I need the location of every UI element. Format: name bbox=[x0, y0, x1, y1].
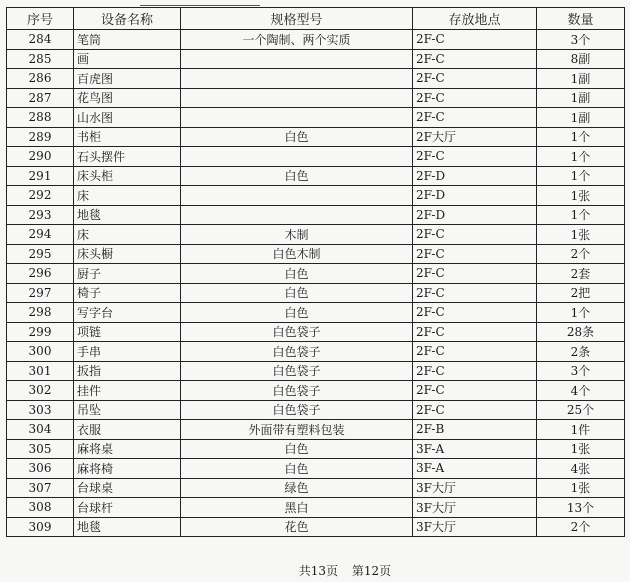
row-storage-location: 2F-C bbox=[413, 264, 537, 284]
row-spec-model bbox=[181, 186, 413, 206]
row-storage-location: 2F-C bbox=[413, 283, 537, 303]
table-row bbox=[7, 127, 625, 147]
row-storage-location: 2F-C bbox=[413, 342, 537, 362]
row-serial-no: 291 bbox=[7, 166, 74, 186]
row-spec-model: 白色 bbox=[181, 127, 413, 147]
row-equipment-name: 衣服 bbox=[74, 420, 181, 440]
row-storage-location: 2F-C bbox=[413, 381, 537, 401]
row-equipment-name: 扳指 bbox=[74, 361, 181, 381]
row-spec-model: 白色 bbox=[181, 439, 413, 459]
header-serial-no: 序号 bbox=[7, 8, 74, 30]
table-row bbox=[7, 517, 625, 537]
row-serial-no: 284 bbox=[7, 30, 74, 50]
row-quantity: 2套 bbox=[537, 264, 625, 284]
row-equipment-name: 吊坠 bbox=[74, 400, 181, 420]
row-quantity: 2个 bbox=[537, 244, 625, 264]
table-row bbox=[7, 108, 625, 128]
row-spec-model bbox=[181, 147, 413, 167]
row-quantity: 4张 bbox=[537, 459, 625, 479]
table-row bbox=[7, 478, 625, 498]
row-serial-no: 294 bbox=[7, 225, 74, 245]
row-storage-location: 2F-C bbox=[413, 400, 537, 420]
table-row bbox=[7, 400, 625, 420]
inventory-sheet bbox=[6, 7, 625, 537]
row-storage-location: 3F-A bbox=[413, 459, 537, 479]
row-quantity: 1张 bbox=[537, 225, 625, 245]
row-quantity: 28条 bbox=[537, 322, 625, 342]
row-storage-location: 2F-C bbox=[413, 225, 537, 245]
row-equipment-name: 地毯 bbox=[74, 205, 181, 225]
row-equipment-name: 麻将桌 bbox=[74, 439, 181, 459]
row-equipment-name: 笔筒 bbox=[74, 30, 181, 50]
row-quantity: 25个 bbox=[537, 400, 625, 420]
row-equipment-name: 石头摆件 bbox=[74, 147, 181, 167]
row-equipment-name: 手串 bbox=[74, 342, 181, 362]
row-equipment-name: 书柜 bbox=[74, 127, 181, 147]
row-storage-location: 3F-A bbox=[413, 439, 537, 459]
row-quantity: 2把 bbox=[537, 283, 625, 303]
row-storage-location: 2F-C bbox=[413, 49, 537, 69]
row-spec-model: 一个陶制、两个实质 bbox=[181, 30, 413, 50]
row-spec-model: 白色袋子 bbox=[181, 342, 413, 362]
table-row bbox=[7, 342, 625, 362]
row-quantity: 1副 bbox=[537, 69, 625, 89]
row-storage-location: 2F-D bbox=[413, 186, 537, 206]
row-equipment-name: 厨子 bbox=[74, 264, 181, 284]
row-serial-no: 288 bbox=[7, 108, 74, 128]
row-spec-model bbox=[181, 49, 413, 69]
row-spec-model: 白色袋子 bbox=[181, 322, 413, 342]
row-spec-model: 绿色 bbox=[181, 478, 413, 498]
row-quantity: 8副 bbox=[537, 49, 625, 69]
row-quantity: 1个 bbox=[537, 303, 625, 323]
table-row bbox=[7, 225, 625, 245]
table-row bbox=[7, 322, 625, 342]
table-row bbox=[7, 244, 625, 264]
row-storage-location: 2F-C bbox=[413, 69, 537, 89]
row-spec-model: 白色 bbox=[181, 264, 413, 284]
row-spec-model: 白色 bbox=[181, 166, 413, 186]
table-row bbox=[7, 147, 625, 167]
row-spec-model: 白色袋子 bbox=[181, 400, 413, 420]
table-row bbox=[7, 459, 625, 479]
table-row bbox=[7, 205, 625, 225]
row-spec-model: 白色 bbox=[181, 283, 413, 303]
row-serial-no: 286 bbox=[7, 69, 74, 89]
row-storage-location: 3F大厅 bbox=[413, 517, 537, 537]
row-serial-no: 287 bbox=[7, 88, 74, 108]
row-serial-no: 304 bbox=[7, 420, 74, 440]
table-row bbox=[7, 420, 625, 440]
header-storage-location: 存放地点 bbox=[413, 8, 537, 30]
row-serial-no: 303 bbox=[7, 400, 74, 420]
row-serial-no: 297 bbox=[7, 283, 74, 303]
table-row bbox=[7, 303, 625, 323]
row-spec-model: 白色 bbox=[181, 303, 413, 323]
row-spec-model: 白色木制 bbox=[181, 244, 413, 264]
row-quantity: 1张 bbox=[537, 439, 625, 459]
row-storage-location: 3F大厅 bbox=[413, 498, 537, 518]
table-row bbox=[7, 283, 625, 303]
table-row bbox=[7, 264, 625, 284]
row-storage-location: 2F大厅 bbox=[413, 127, 537, 147]
row-storage-location: 3F大厅 bbox=[413, 478, 537, 498]
row-equipment-name: 花鸟图 bbox=[74, 88, 181, 108]
row-equipment-name: 麻将椅 bbox=[74, 459, 181, 479]
row-serial-no: 298 bbox=[7, 303, 74, 323]
row-spec-model bbox=[181, 108, 413, 128]
row-serial-no: 306 bbox=[7, 459, 74, 479]
row-quantity: 1张 bbox=[537, 186, 625, 206]
row-spec-model: 白色 bbox=[181, 459, 413, 479]
row-quantity: 1个 bbox=[537, 205, 625, 225]
row-serial-no: 285 bbox=[7, 49, 74, 69]
table-row bbox=[7, 166, 625, 186]
row-quantity: 3个 bbox=[537, 361, 625, 381]
row-quantity: 1副 bbox=[537, 108, 625, 128]
row-serial-no: 295 bbox=[7, 244, 74, 264]
row-spec-model bbox=[181, 69, 413, 89]
row-spec-model: 黑白 bbox=[181, 498, 413, 518]
row-serial-no: 292 bbox=[7, 186, 74, 206]
row-serial-no: 300 bbox=[7, 342, 74, 362]
row-quantity: 1个 bbox=[537, 147, 625, 167]
row-serial-no: 302 bbox=[7, 381, 74, 401]
table-row bbox=[7, 361, 625, 381]
row-equipment-name: 床 bbox=[74, 186, 181, 206]
row-serial-no: 296 bbox=[7, 264, 74, 284]
row-quantity: 13个 bbox=[537, 498, 625, 518]
row-quantity: 1个 bbox=[537, 127, 625, 147]
top-edge-fragment bbox=[140, 0, 260, 6]
table-row bbox=[7, 439, 625, 459]
row-storage-location: 2F-C bbox=[413, 244, 537, 264]
header-quantity: 数量 bbox=[537, 8, 625, 30]
table-row bbox=[7, 30, 625, 50]
row-equipment-name: 地毯 bbox=[74, 517, 181, 537]
row-storage-location: 2F-C bbox=[413, 147, 537, 167]
row-equipment-name: 写字台 bbox=[74, 303, 181, 323]
row-serial-no: 299 bbox=[7, 322, 74, 342]
row-spec-model: 白色袋子 bbox=[181, 381, 413, 401]
row-storage-location: 2F-C bbox=[413, 88, 537, 108]
table-row bbox=[7, 49, 625, 69]
row-equipment-name: 椅子 bbox=[74, 283, 181, 303]
inventory-table bbox=[6, 7, 625, 537]
table-row bbox=[7, 88, 625, 108]
row-equipment-name: 床头柜 bbox=[74, 166, 181, 186]
row-serial-no: 301 bbox=[7, 361, 74, 381]
row-serial-no: 289 bbox=[7, 127, 74, 147]
row-spec-model bbox=[181, 88, 413, 108]
current-page: 第12页 bbox=[351, 564, 392, 578]
row-serial-no: 293 bbox=[7, 205, 74, 225]
header-spec-model: 规格型号 bbox=[181, 8, 413, 30]
row-storage-location: 2F-D bbox=[413, 205, 537, 225]
total-pages: 共13页 bbox=[298, 564, 339, 578]
row-storage-location: 2F-C bbox=[413, 322, 537, 342]
row-spec-model: 外面带有塑料包装 bbox=[181, 420, 413, 440]
row-equipment-name: 床 bbox=[74, 225, 181, 245]
row-quantity: 1副 bbox=[537, 88, 625, 108]
row-spec-model: 白色袋子 bbox=[181, 361, 413, 381]
row-equipment-name: 山水图 bbox=[74, 108, 181, 128]
row-storage-location: 2F-C bbox=[413, 108, 537, 128]
header-equipment-name: 设备名称 bbox=[74, 8, 181, 30]
row-quantity: 1件 bbox=[537, 420, 625, 440]
table-row bbox=[7, 69, 625, 89]
row-quantity: 1张 bbox=[537, 478, 625, 498]
table-header-row bbox=[7, 8, 625, 30]
table-row bbox=[7, 381, 625, 401]
row-equipment-name: 挂件 bbox=[74, 381, 181, 401]
row-storage-location: 2F-B bbox=[413, 420, 537, 440]
row-serial-no: 307 bbox=[7, 478, 74, 498]
page-footer bbox=[0, 562, 630, 579]
row-serial-no: 290 bbox=[7, 147, 74, 167]
row-storage-location: 2F-C bbox=[413, 303, 537, 323]
row-storage-location: 2F-C bbox=[413, 361, 537, 381]
row-quantity: 3个 bbox=[537, 30, 625, 50]
row-spec-model: 木制 bbox=[181, 225, 413, 245]
row-equipment-name: 画 bbox=[74, 49, 181, 69]
row-serial-no: 305 bbox=[7, 439, 74, 459]
table-row bbox=[7, 186, 625, 206]
row-spec-model: 花色 bbox=[181, 517, 413, 537]
row-quantity: 1个 bbox=[537, 166, 625, 186]
table-body bbox=[7, 30, 625, 537]
table-row bbox=[7, 498, 625, 518]
row-equipment-name: 百虎图 bbox=[74, 69, 181, 89]
row-quantity: 4个 bbox=[537, 381, 625, 401]
row-storage-location: 2F-C bbox=[413, 30, 537, 50]
row-storage-location: 2F-D bbox=[413, 166, 537, 186]
row-serial-no: 308 bbox=[7, 498, 74, 518]
row-serial-no: 309 bbox=[7, 517, 74, 537]
row-spec-model bbox=[181, 205, 413, 225]
row-quantity: 2条 bbox=[537, 342, 625, 362]
row-equipment-name: 床头橱 bbox=[74, 244, 181, 264]
row-equipment-name: 台球桌 bbox=[74, 478, 181, 498]
row-equipment-name: 台球杆 bbox=[74, 498, 181, 518]
row-equipment-name: 项链 bbox=[74, 322, 181, 342]
row-quantity: 2个 bbox=[537, 517, 625, 537]
